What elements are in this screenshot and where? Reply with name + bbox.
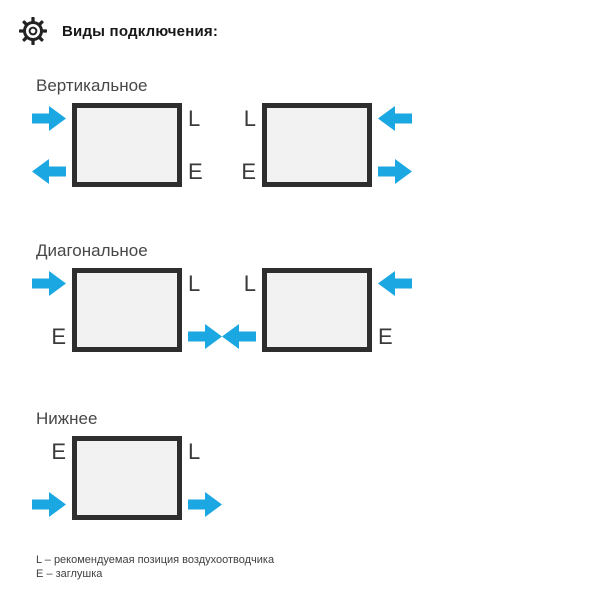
arrow-right-icon — [188, 492, 222, 517]
diagram-right-slot — [182, 103, 222, 187]
section-bottom — [32, 409, 222, 520]
diagram-vertical-left — [32, 103, 222, 187]
section-title: Диагональное — [36, 241, 148, 260]
diagram-right-slot — [372, 268, 412, 352]
radiator-box — [72, 436, 182, 520]
diagram-diagonal-left — [32, 268, 222, 352]
arrow-right-icon — [188, 324, 222, 349]
legend — [36, 553, 274, 581]
legend-line-e: E – заглушка — [36, 568, 103, 580]
connection-point-label: L — [243, 271, 256, 296]
diagram-right-slot — [372, 103, 412, 187]
connection-point-label: E — [51, 439, 66, 464]
radiator-box — [72, 103, 182, 187]
diagram-left-slot — [32, 103, 72, 187]
page-title: Виды подключения: — [62, 22, 219, 40]
connection-point-label: E — [378, 324, 393, 349]
legend-line-l: L – рекомендуемая позиция воздухоотводчика — [36, 554, 275, 566]
arrow-left-icon — [378, 106, 412, 131]
connection-point-label: E — [188, 159, 203, 184]
diagram-right-slot — [182, 268, 222, 352]
connection-point-label: L — [188, 439, 201, 464]
diagram-bottom-single — [32, 436, 222, 520]
header — [18, 16, 218, 46]
diagram-left-slot — [222, 268, 262, 352]
connection-point-label: L — [188, 106, 201, 131]
connection-point-label: E — [241, 159, 256, 184]
diagram-vertical-right — [222, 103, 412, 187]
gear-icon — [18, 16, 48, 46]
section-vertical — [32, 76, 412, 187]
diagram-right-slot — [182, 436, 222, 520]
diagram-left-slot — [32, 436, 72, 520]
diagram-diagonal-right — [222, 268, 412, 352]
connection-point-label: E — [51, 324, 66, 349]
arrow-left-icon — [222, 324, 256, 349]
arrow-left-icon — [378, 271, 412, 296]
section-diagonal — [32, 241, 412, 352]
section-title: Вертикальное — [36, 76, 148, 95]
arrow-right-icon — [378, 159, 412, 184]
diagram-left-slot — [222, 103, 262, 187]
connection-point-label: L — [188, 271, 201, 296]
diagram-left-slot — [32, 268, 72, 352]
diagram-row — [32, 268, 412, 352]
radiator-box — [262, 268, 372, 352]
radiator-box — [262, 103, 372, 187]
arrow-left-icon — [32, 159, 66, 184]
arrow-right-icon — [32, 106, 66, 131]
diagram-row — [32, 103, 412, 187]
connection-point-label: L — [243, 106, 256, 131]
diagram-row — [32, 436, 222, 520]
radiator-box — [72, 268, 182, 352]
section-title: Нижнее — [36, 409, 98, 428]
arrow-right-icon — [32, 271, 66, 296]
arrow-right-icon — [32, 492, 66, 517]
